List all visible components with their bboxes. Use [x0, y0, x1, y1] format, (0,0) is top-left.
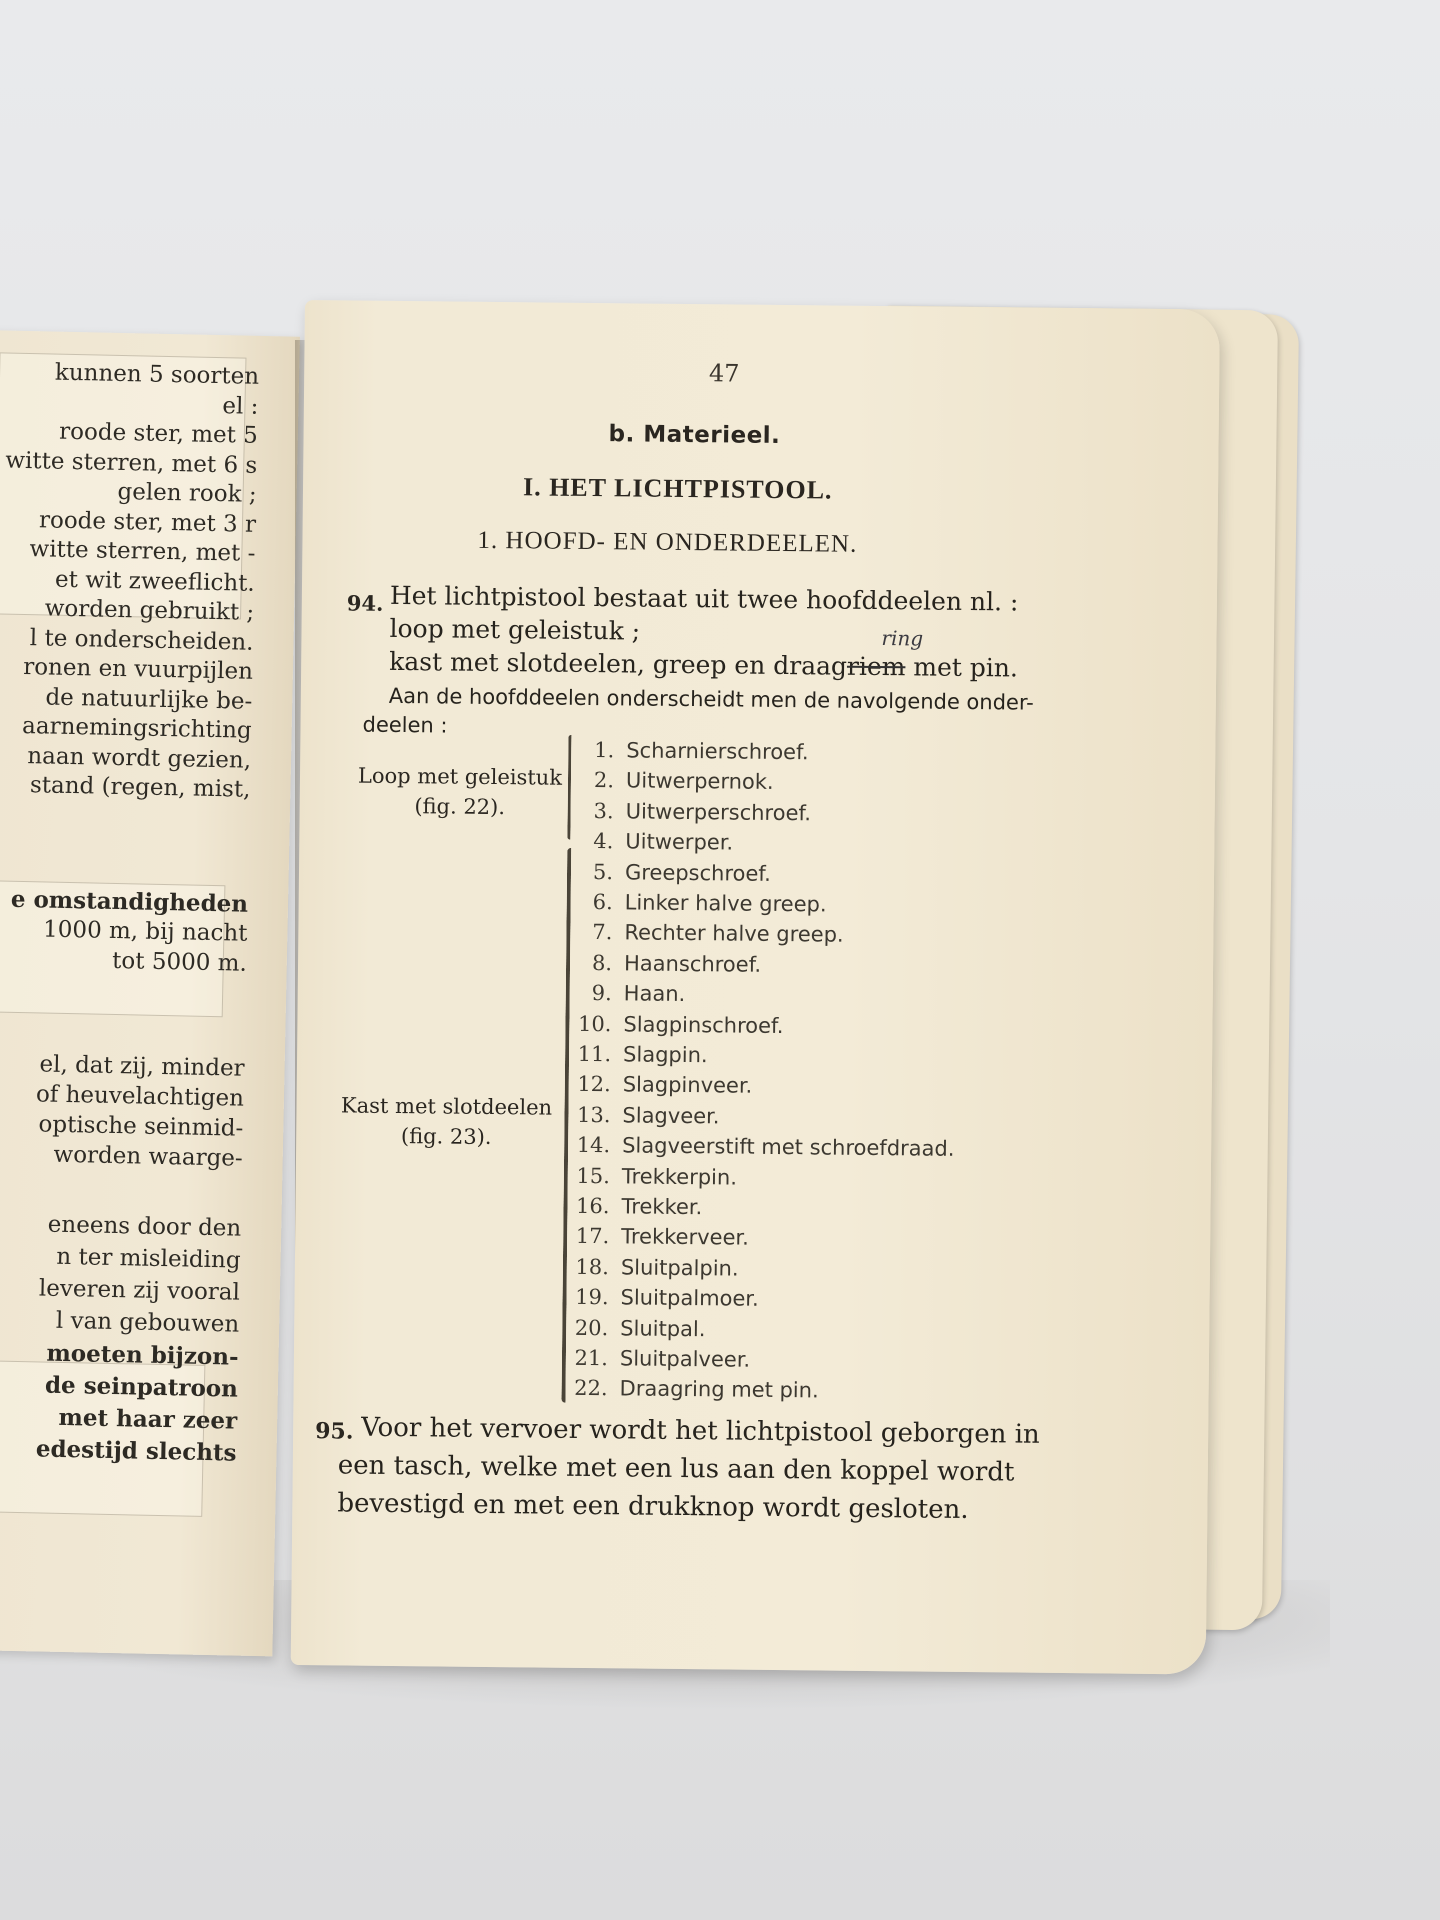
struck-word: riem — [846, 651, 906, 682]
left-page-line: witte sterren, met 6 s — [5, 447, 258, 479]
left-page-line: met haar zeer — [58, 1403, 238, 1435]
part-name: Linker halve greep. — [624, 890, 827, 917]
part-number: 16. — [575, 1193, 610, 1219]
left-page-line: moeten bijzon- — [46, 1339, 239, 1371]
part-name: Trekker. — [621, 1194, 703, 1220]
part-number: 17. — [575, 1224, 610, 1249]
part-name: Greepschroef. — [624, 859, 772, 886]
paragraph-94-number: 94. — [346, 590, 384, 616]
left-page-line: n ter misleiding — [56, 1243, 241, 1274]
part-number: 15. — [576, 1163, 610, 1188]
part-number: 20. — [574, 1315, 609, 1340]
left-page-line: eneens door den — [47, 1211, 242, 1242]
part-number: 13. — [576, 1102, 611, 1128]
part-name: Slagpinveer. — [622, 1072, 753, 1099]
left-page-line: el, dat zij, minder — [39, 1051, 245, 1082]
part-number: 2. — [593, 768, 615, 793]
group-housing-name: Kast met slotdeelen — [340, 1093, 553, 1120]
part-list-item — [565, 1224, 749, 1254]
part-name: Slagpinschroef. — [623, 1011, 784, 1038]
part-name: Draagring met pin. — [619, 1376, 819, 1403]
line-3-end: met pin. — [905, 652, 1019, 683]
left-page-line: roode ster, met 3 r — [38, 506, 257, 538]
part-name: Sluitpalveer. — [619, 1346, 751, 1372]
part-list-item — [563, 1376, 818, 1407]
group-label-barrel — [340, 760, 581, 823]
left-page-line: de seinpatroon — [44, 1371, 239, 1403]
part-list-item — [564, 1346, 751, 1376]
part-number: 19. — [575, 1285, 609, 1310]
part-name: Uitwerperschroef. — [625, 799, 812, 826]
left-page-line: gelen rook ; — [117, 478, 257, 508]
paragraph-94-line-4: Aan de hoofddeelen onderscheidt men de navolgende onder- — [388, 683, 1034, 715]
line-3-start: kast met slotdeelen, greep en draag — [389, 646, 848, 681]
part-number: 4. — [593, 829, 614, 854]
group-barrel-name: Loop met geleistuk — [357, 763, 563, 790]
group-housing-fig: (fig. 23). — [400, 1124, 492, 1149]
part-list-item — [566, 1103, 719, 1133]
left-page-line: of heuvelachtigen — [35, 1081, 245, 1112]
part-number: 10. — [577, 1011, 612, 1036]
left-page-line: 1000 m, bij nacht — [42, 916, 248, 947]
part-list-item — [564, 1285, 758, 1315]
part-name: Uitwerpernok. — [625, 768, 774, 795]
part-number: 6. — [592, 890, 613, 915]
left-page-line: aarnemingsrichting — [21, 712, 252, 744]
handwritten-correction: ring — [881, 626, 924, 651]
paragraph-95-line-1: Voor het vervoer wordt het lichtpistool geborgen in — [361, 1412, 1040, 1450]
part-number: 9. — [591, 981, 612, 1006]
part-number: 11. — [577, 1041, 612, 1067]
left-page-line: worden gebruikt ; — [44, 595, 255, 626]
right-page — [291, 300, 1220, 1675]
part-number: 14. — [576, 1133, 611, 1158]
part-number: 7. — [592, 920, 613, 945]
part-list-item — [568, 981, 686, 1010]
left-page-line: de natuurlijke be- — [45, 683, 253, 715]
part-list-item — [570, 799, 812, 830]
paragraph-95-line-3: bevestigd en met een drukknop wordt gesloten. — [337, 1488, 969, 1526]
part-number: 18. — [575, 1254, 610, 1280]
part-name: Slagpin. — [622, 1042, 708, 1068]
part-number: 22. — [574, 1376, 608, 1401]
part-list-item — [567, 1042, 708, 1071]
left-page-line: optische seinmid- — [38, 1111, 244, 1142]
part-name: Sluitpalpin. — [620, 1255, 739, 1281]
left-page-line: leveren zij vooral — [38, 1275, 241, 1306]
part-number: 3. — [593, 798, 614, 824]
left-page-line: edestijd slechts — [35, 1435, 237, 1467]
part-list-item — [569, 829, 733, 859]
part-name: Uitwerper. — [625, 829, 734, 855]
part-list-item — [566, 1133, 955, 1165]
paragraph-94-line-5: deelen : — [362, 712, 448, 738]
left-page-line: witte sterren, met - — [29, 536, 256, 567]
left-page-line: e omstandigheden — [10, 885, 249, 918]
part-name: Sluitpal. — [620, 1315, 706, 1341]
part-number: 21. — [574, 1345, 609, 1371]
chapter-title: I. HET LICHTPISTOOL. — [522, 472, 833, 505]
part-list-item — [569, 859, 771, 889]
part-name: Scharnierschroef. — [626, 738, 809, 765]
left-page-line: roode ster, met 5 — [58, 418, 259, 449]
section-label: b. Materieel. — [608, 421, 781, 449]
subsection-heading: 1. HOOFD- EN ONDERDEELEN. — [477, 526, 858, 558]
part-name: Slagveer. — [622, 1103, 720, 1129]
paragraph-95-number: 95. — [315, 1418, 354, 1445]
left-page-line: ronen en vuurpijlen — [22, 653, 254, 685]
part-list-item — [565, 1255, 739, 1285]
part-name: Haanschroef. — [623, 951, 762, 977]
part-name: Slagveerstift met schroefdraad. — [622, 1133, 955, 1162]
part-list-item — [570, 738, 809, 768]
part-list-item — [565, 1194, 702, 1223]
left-page-line: stand (regen, mist, — [29, 772, 251, 803]
part-name: Trekkerveer. — [621, 1224, 749, 1251]
part-name: Sluitpalmoer. — [620, 1285, 759, 1311]
paragraph-95-line-2: een tasch, welke met een lus aan den koppel wordt — [337, 1450, 1015, 1488]
paragraph-94-line-1: Het lichtpistool bestaat uit twee hoofddeelen nl. : — [389, 580, 1019, 617]
part-list-item — [568, 920, 844, 951]
part-name: Haan. — [623, 981, 686, 1007]
part-list-item — [564, 1315, 706, 1344]
left-page-line: et wit zweeflicht. — [54, 566, 256, 597]
part-list-item — [567, 1011, 783, 1041]
left-page-line: el : — [222, 392, 259, 420]
paragraph-94-line-2: loop met geleistuk ; — [389, 613, 641, 646]
part-name: Trekkerpin. — [621, 1163, 738, 1190]
part-list-item — [567, 1072, 753, 1102]
group-label-housing — [326, 1090, 567, 1153]
part-list-item — [570, 768, 774, 798]
left-page-line: l te onderscheiden. — [29, 624, 254, 656]
left-page-line: naan wordt gezien, — [27, 742, 252, 774]
part-number: 5. — [592, 859, 614, 884]
page-number: 47 — [708, 359, 740, 388]
part-list-item — [569, 890, 827, 921]
part-number: 12. — [577, 1072, 611, 1097]
part-list-item — [566, 1163, 737, 1193]
left-page-line: worden waarge- — [53, 1141, 243, 1172]
part-list-item — [568, 951, 761, 981]
part-number: 8. — [591, 950, 613, 976]
left-page-line: kunnen 5 soorten — [54, 359, 260, 390]
left-page — [0, 330, 300, 1656]
part-name: Rechter halve greep. — [624, 920, 844, 948]
group-barrel-fig: (fig. 22). — [414, 794, 506, 820]
left-page-line: tot 5000 m. — [111, 947, 248, 977]
left-page-line: l van gebouwen — [55, 1307, 240, 1338]
part-number: 1. — [594, 738, 615, 763]
paragraph-94-line-3 — [389, 647, 1018, 683]
